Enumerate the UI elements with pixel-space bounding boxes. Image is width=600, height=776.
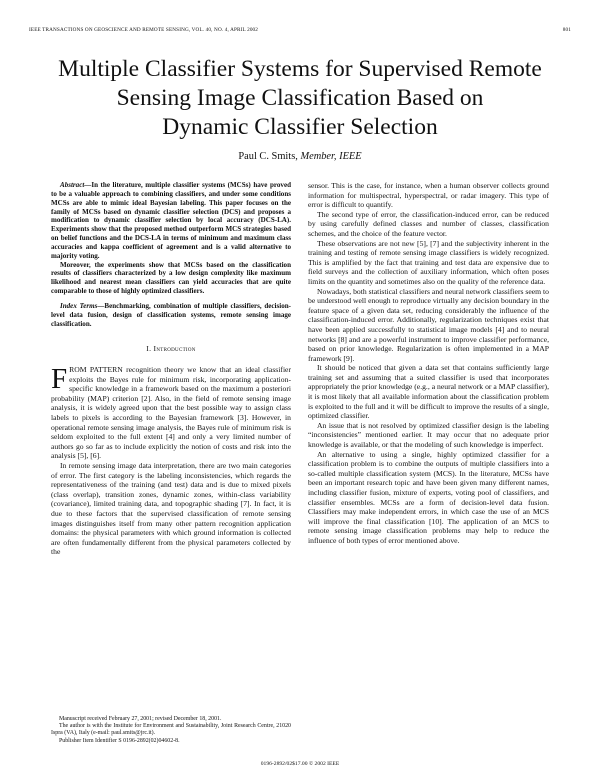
index-terms-label: Index Terms— (60, 301, 105, 310)
body-paragraph: An issue that is not resolved by optimized classifier design is the labeling “inconsistencies” mentioned earlier. It may occur that no adequate prior knowledge is available, or that the modeling of such knowledge is imperfect. (308, 420, 549, 450)
author-role: Member, IEEE (300, 151, 362, 162)
copyright-line: 0196-2892/02$17.00 © 2002 IEEE (260, 761, 340, 767)
index-terms (51, 302, 291, 329)
intro-body (51, 365, 291, 557)
section-title: Introduction (153, 343, 196, 353)
intro-paragraph: ROM PATTERN recognition theory we know that an ideal classifier exploits the Bayes rule for minimum risk, incorporating application-specific knowledge in a framework based on the maximum a posteriori probability (MAP) criterion [2]. Also, in the field of remote sensing image analysis, it is widely agreed upon that the best possible way to assign class labels to pixels is according to the Bayesian framework [3]. However, in operational remote sensing image analysis, the Bayes rule of minimum risk is seldom exploited to the full extent [4] and only a very limited number of authors go so far as to include explicitly the notion of costs and risk into the analysis [5], [6]. (51, 365, 291, 461)
section-numeral: I. (146, 343, 154, 353)
running-head (29, 27, 571, 33)
abstract-text-2: Moreover, the experiments show that MCSs based on the classification results of classifiers characterized by a low design complexity like maximum likelihood and nearest mean classifiers can yield accuracies that are quite comparable to those of highly optimized classifiers. (51, 260, 291, 296)
abstract-text: In the literature, multiple classifier systems (MCSs) have proved to be a valuable approach to combining classifiers, and under some conditions MCSs are able to mimic ideal Bayesian labeling. This paper focuses on the family of MCSs based on dynamic classifier selection (DCS) and proposes a modification to dynamic classifier selection by local accuracy (DCS-LA). Experiments show that the proposed method outperform MCS strategies based on belief functions and the DCS-LA in terms of minimum and maximum class accuracies and kappa coefficient of agreement and is a valid alternative to majority voting. (51, 181, 291, 260)
body-paragraph: Nowadays, both statistical classifiers and neural network classifiers seem to be understood well enough to reproduce virtually any decision boundary in the feature space of a given data set, reducing considerably the influence of the classification-induced error. Additionally, regularization techniques exist that have been applied successfully to statistical image models [4] and to neural networks [8] and are a powerful instrument to improve classifier performance, based on prior knowledge. Regularization is often implemented in a MAP framework [9]. (308, 286, 549, 363)
drop-cap: F (51, 363, 68, 396)
index-terms-text: Benchmarking, combination of multiple classifiers, decision-level data fusion, design of classification systems, remote sensing image classification. (51, 301, 291, 328)
title-line: Sensing Image Classification Based on (116, 85, 484, 111)
journal-header: IEEE TRANSACTIONS ON GEOSCIENCE AND REMOTE SENSING, VOL. 40, NO. 4, APRIL 2002 (29, 27, 259, 33)
title-line: Multiple Classifier Systems for Supervised Remote (58, 56, 542, 82)
body-paragraph: These observations are not new [5], [7] and the subjectivity inherent in the training and testing of remote sensing image classifiers is widely recognized. This is amplified by the fact that training and test data are expensive due to field surveys and the collection of auxiliary information, which often poses limits on the quantity and sometimes also on the quality of the reference data. (308, 238, 549, 286)
section-heading (51, 344, 291, 354)
footnote: Manuscript received February 27, 2001; revised December 18, 2001. (59, 716, 222, 722)
title-line: Dynamic Classifier Selection (162, 114, 438, 140)
paper-title (20, 55, 580, 142)
page-number: 801 (562, 27, 571, 33)
body-paragraph: sensor. This is the case, for instance, when a human observer collects ground information for multispectral, hyperspectral, or radar imagery. This type of error is difficult to quantify. (308, 181, 549, 210)
footnote: Publisher Item Identifier S 0196-2892(02)04602-8. (59, 737, 180, 744)
intro-paragraph: In remote sensing image data interpretation, there are two main categories of error. The first category is the labeling inconsistencies, which regards the representativeness of the training (and test) data and is due to mixed pixels (class overlap), transition zones, dynamic zones, within-class variability (covariance), limited training data, and topographic shading [7]. In fact, it is due to these factors that the supervised classification of remote sensing images distinguishes itself from many other pattern recognition application domains: the physical parameters with which ground information is collected are often fundamentally different from the physical parameters collected by the (51, 461, 291, 557)
right-column (308, 181, 549, 546)
footnotes (51, 716, 291, 745)
abstract-label: Abstract— (60, 181, 92, 189)
author-line (0, 151, 600, 162)
body-paragraph: It should be noticed that given a data set that contains sufficiently large training set and assuming that a suited classifier is used that incorporates appropriately the prior knowledge (e.g., a neural network or a MAP classifier), it is most likely that all available information about the classification problem is exploited to the full and it will be difficult to improve the results of a single, optimized classifier. (308, 363, 549, 421)
author-name: Paul C. Smits, (238, 151, 298, 162)
abstract (51, 181, 291, 296)
footnote: The author is with the Institute for Environment and Sustainability, Joint Research Centre, 21020 Ispra (VA), Italy (e-mail: paul.smits@jrc.it). (51, 723, 291, 737)
body-paragraph: An alternative to using a single, highly optimized classifier for a classification problem is to combine the outputs of multiple classifiers into a so-called multiple classification system (MCS). In the literature, MCSs have been an important research topic and have been given many different names, including classifier fusion, mixture of experts, voting pool of classifiers, and classifier ensembles. MCSs are a form of decision-level data fusion. Classifiers may make independent errors, in which case the use of an MCS will improve the final classification [10]. The application of an MCS to remote sensing image classification problems may help to reduce the influence of both types of error mentioned above. (308, 449, 549, 545)
left-column (51, 181, 291, 557)
body-paragraph: The second type of error, the classification-induced error, can be reduced by using carefully defined classes and number of classes, classification schemes, and the choice of the feature vector. (308, 209, 549, 238)
